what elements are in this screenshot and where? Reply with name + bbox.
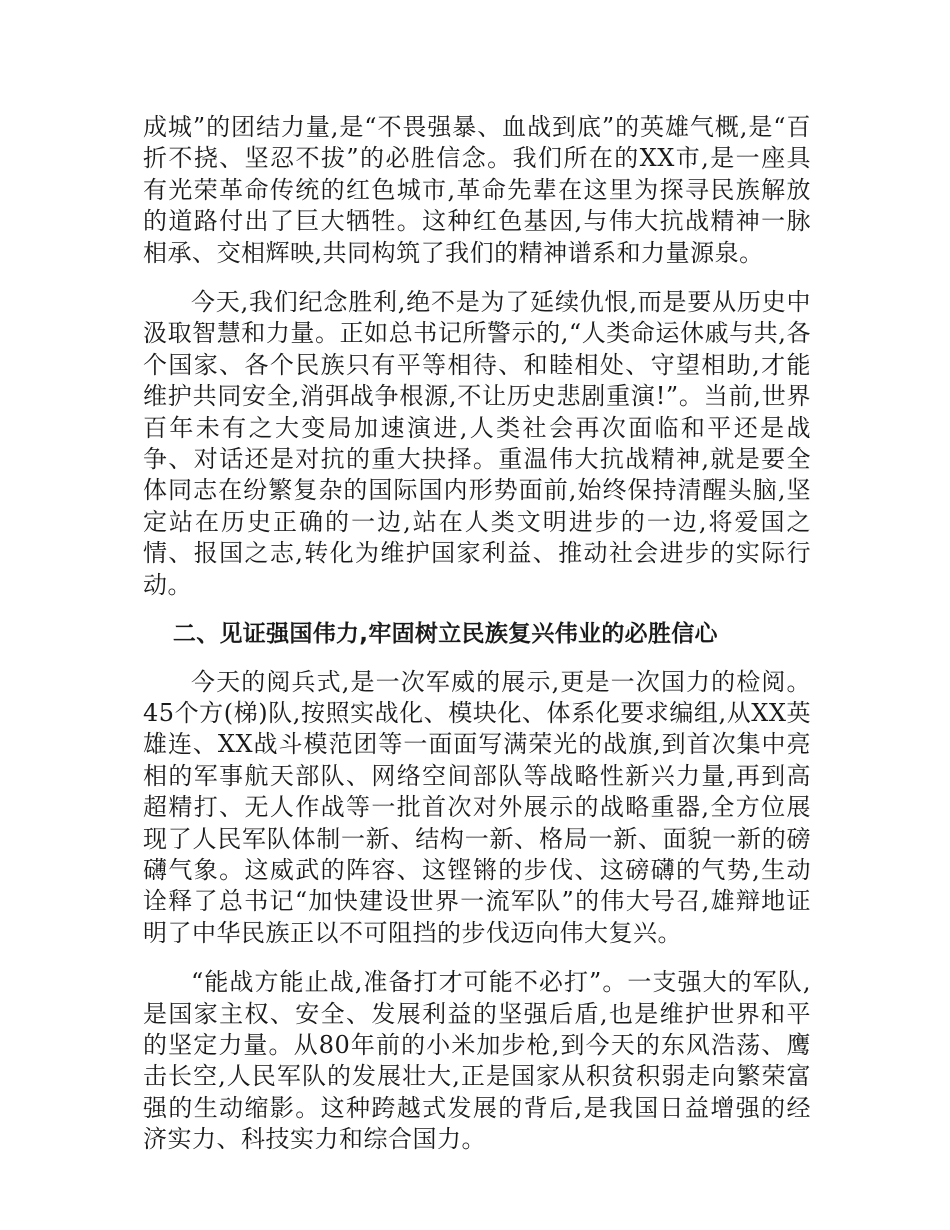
paragraph-continuation: 成城”的团结力量,是“不畏强暴、血战到底”的英雄气概,是“百折不挠、坚忍不拔”的必胜信念。我们所在的XX市,是一座具有光荣革命传统的红色城市,革命先辈在这里为探寻民族解放的道路付出了巨大牺牲。这种红色基因,与伟大抗战精神一脉相承、交相辉映,共同构筑了我们的精神谱系和力量源泉。 bbox=[143, 113, 811, 267]
paragraph-commemoration: 今天,我们纪念胜利,绝不是为了延续仇恨,而是要从历史中汲取智慧和力量。正如总书记所警示的,“人类命运休戚与共,各个国家、各个民族只有平等相待、和睦相处、守望相助,才能维护共同安全,消弭战争根源,不让历史悲剧重演!”。当前,世界百年未有之大变局加速演进,人类社会再次面临和平还是战争、对话还是对抗的重大抉择。重温伟大抗战精神,就是要全体同志在纷繁复杂的国际国内形势面前,始终保持清醒头脑,坚定站在历史正确的一边,站在人类文明进步的一边,将爱国之情、报国之志,转化为维护国家利益、推动社会进步的实际行动。 bbox=[143, 288, 811, 599]
document-body bbox=[143, 112, 811, 1174]
section-heading: 二、见证强国伟力,牢固树立民族复兴伟业的必胜信心 bbox=[172, 621, 718, 648]
paragraph-parade: 今天的阅兵式,是一次军威的展示,更是一次国力的检阅。45个方(梯)队,按照实战化、模块化、体系化要求编组,从XX英雄连、XX战斗模范团等一面面写满荣光的战旗,到首次集中亮相的军事航天部队、网络空间部队等战略性新兴力量,再到高超精打、无人作战等一批首次对外展示的战略重器,全方位展现了人民军队体制一新、结构一新、格局一新、面貌一新的磅礴气象。这威武的阵容、这铿锵的步伐、这磅礴的气势,生动诠释了总书记“加快建设世界一流军队”的伟大号召,雄辩地证明了中华民族正以不可阻挡的步伐迈向伟大复兴。 bbox=[143, 667, 811, 947]
paragraph-military-strength: “能战方能止战,准备打才可能不必打”。一支强大的军队,是国家主权、安全、发展利益的坚强后盾,也是维护世界和平的坚定力量。从80年前的小米加步枪,到今天的东风浩荡、鹰击长空,人民军队的发展壮大,正是国家从积贫积弱走向繁荣富强的生动缩影。这种跨越式发展的背后,是我国日益增强的经济实力、科技实力和综合国力。 bbox=[143, 968, 811, 1154]
